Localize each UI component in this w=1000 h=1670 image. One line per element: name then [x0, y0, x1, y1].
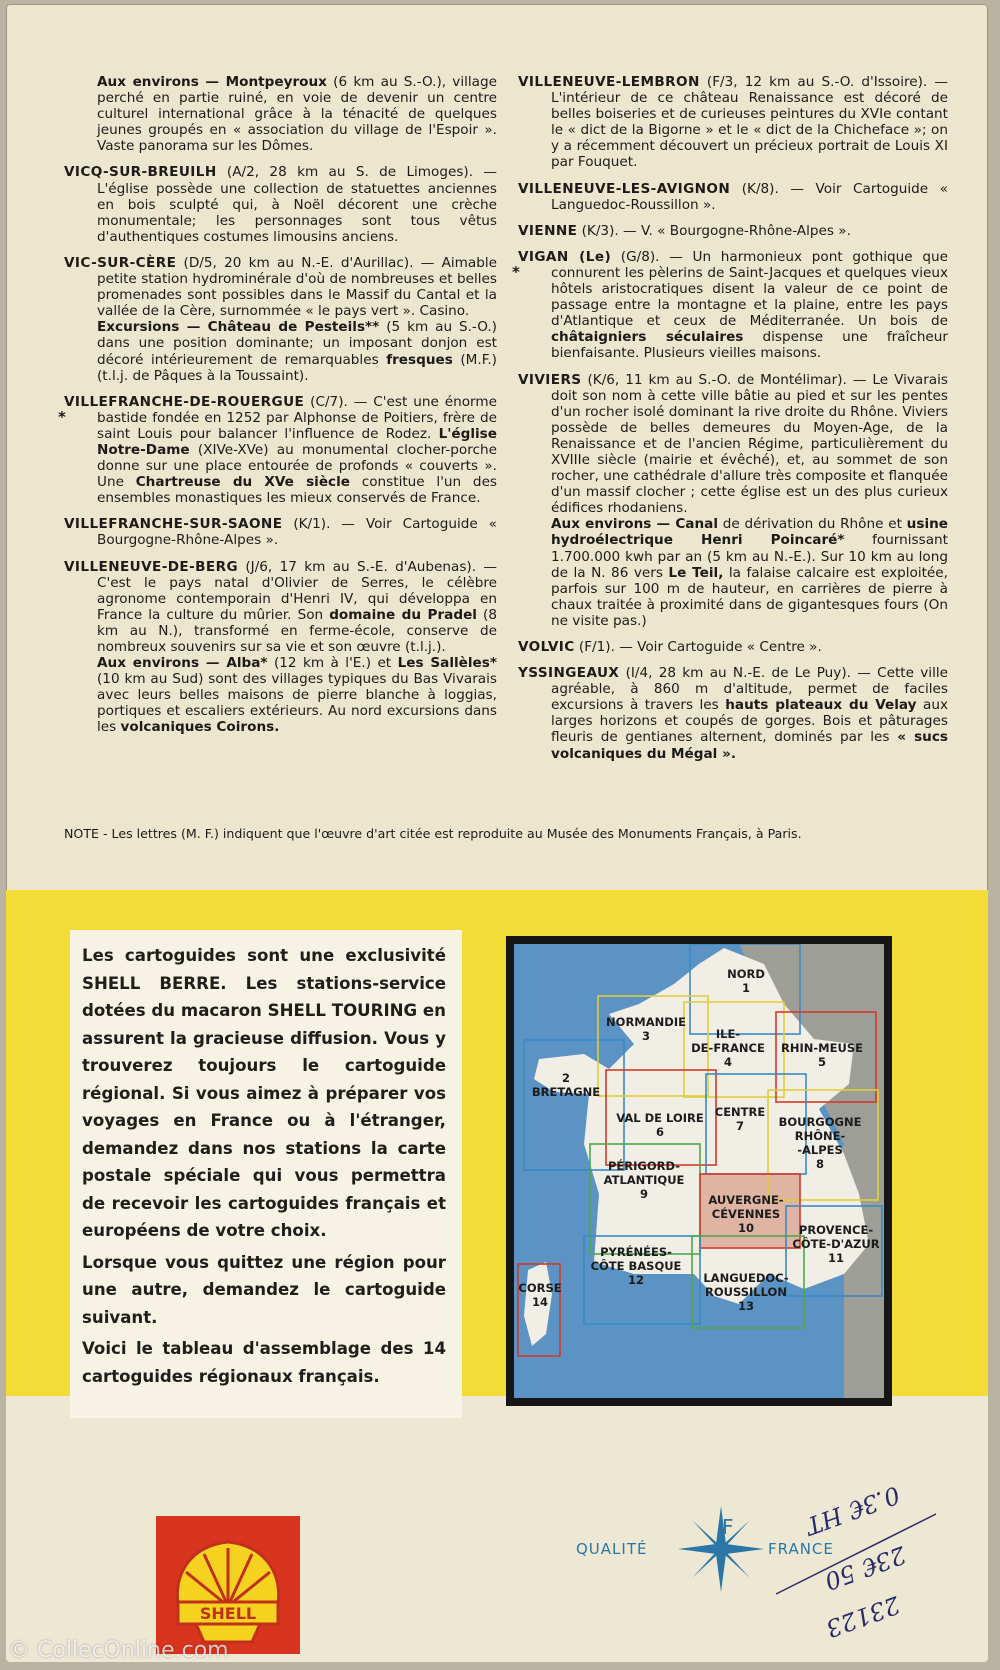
- entry-viviers: [518, 372, 948, 630]
- qualite-label: QUALITÉ: [576, 1540, 648, 1558]
- entry-text: (10 km au Sud) sont des villages typiques du Bas Vivarais avec leurs belles maisons de pierre blanche à loggias, portiques et escaliers extérieurs. Au nord excursions dans les: [97, 671, 497, 736]
- entry-text: (6 km au S.-O.), village perché en partie ruiné, en voie de devenir un centre culturel international grâce à la ténacité de quelques jeunes groupés en « association du village de l'Espoir ». Vaste panorama sur les Dômes.: [97, 74, 497, 155]
- entry-paragraph: [518, 181, 948, 213]
- promo-paragraph-1: Les cartoguides sont une exclusivité SHELL BERRE. Les stations-service dotées du macaron SHELL TOURING en assurent la gracieuse diffusion. Vous y trouverez toujours le cartoguide régional. Si vous aimez à préparer vos voyages en France ou à l'étranger, demandez dans nos stations la carte postale spéciale qui vous permettra de recevoir les cartoguides français et européens de votre choix.: [82, 946, 446, 1240]
- entry-text: (F/3, 12 km au S.-O. d'Issoire). — L'intérieur de ce château Renaissance est décoré de belles boiseries et de curieuses peintures du XVIe contant le « dict de la Bigorne » et le « dict de la Chicheface »; on y a récemment découvert un précieux portrait de Louis XI par Fouquet.: [551, 74, 948, 171]
- entry-vigan: [512, 248, 948, 362]
- entry-text: Excursions — Château de Pesteils**: [97, 319, 380, 336]
- star-marker: *: [512, 262, 520, 281]
- entry-paragraph: [518, 639, 948, 655]
- shell-pecten-icon: [156, 1516, 300, 1654]
- label-loire: VAL DE LOIRE: [616, 1111, 704, 1125]
- france-map-svg: [514, 944, 884, 1398]
- entry-text: (K/1). — Voir Cartoguide « Bourgogne-Rhône-Alpes ».: [97, 516, 497, 549]
- label-nord: NORD: [727, 967, 765, 981]
- entry-text: (G/8). — Un harmonieux pont gothique que connurent les pèlerins de Saint-Jacques et quelques vieux hôtels aristocratiques disent la valeur de ce point de passage entre la montagne et la plaine, entre les pays d'Atlantique et ceux de Méditerranée. Un bois de: [551, 248, 948, 330]
- entry-text: L'église Notre-Dame: [97, 425, 497, 458]
- france-label: FRANCE: [768, 1540, 834, 1558]
- entry-paragraph: [64, 516, 497, 548]
- entry-text: (C/7). — C'est une énorme bastide fondée en 1252 par Alphonse de Poitiers, frère de saint Louis pour balancer l'influence de Rodez.: [97, 393, 497, 442]
- label-languedoc-1: LANGUEDOC-: [703, 1271, 789, 1285]
- entry-text: dispense une fraîcheur bienfaisante. Plusieurs vieilles maisons.: [551, 329, 948, 362]
- entry-villeneuve-berg: [64, 559, 497, 736]
- promo-paragraph-3: Voici le tableau d'assemblage des 14 cartoguides régionaux français.: [82, 1339, 446, 1386]
- entry-heading: VILLEFRANCHE-DE-ROUERGUE: [64, 393, 305, 410]
- label-bourgogne-3: -ALPES: [797, 1143, 843, 1157]
- num-normandie: 3: [641, 1029, 651, 1043]
- entry-villefranche-rouergue: [58, 393, 498, 507]
- entry-text: Le Teil,: [668, 564, 724, 581]
- entry-paragraph: [64, 559, 497, 656]
- entry-paragraph: [64, 164, 497, 244]
- entry-villeneuve-lembron: [518, 74, 948, 171]
- handwritten-price-notes: [746, 1474, 946, 1644]
- entry-heading: VILLEFRANCHE-SUR-SAONE: [64, 516, 283, 533]
- entry-heading: VILLENEUVE-LES-AVIGNON: [518, 180, 731, 197]
- entry-vicq: [64, 164, 497, 244]
- entry-text: (12 km à l'E.) et: [267, 655, 398, 672]
- label-perigord-1: PÉRIGORD-: [607, 1159, 681, 1173]
- svg-text:F: F: [722, 1515, 734, 1539]
- label-corse: CORSE: [518, 1281, 562, 1295]
- num-corse: 14: [531, 1295, 549, 1309]
- footnote: NOTE - Les lettres (M. F.) indiquent que l'œuvre d'art citée est reproduite au Musée des Monuments Français, à Paris.: [64, 826, 802, 841]
- entry-text: châtaigniers séculaires: [551, 329, 744, 346]
- entry-heading: VILLENEUVE-LEMBRON: [518, 74, 700, 90]
- entry-paragraph: [518, 665, 948, 762]
- num-bretagne: 2: [561, 1071, 571, 1085]
- entry-yssingeaux: [518, 665, 948, 762]
- entry-text: (K/3). — V. « Bourgogne-Rhône-Alpes ».: [577, 222, 851, 239]
- left-text-column: [58, 74, 498, 746]
- entry-text: (K/8). — Voir Cartoguide « Languedoc-Roussillon ».: [551, 180, 948, 213]
- entry-heading: VIGAN (Le): [518, 248, 612, 265]
- entry-villefranche-saone: [64, 516, 497, 548]
- entry-volvic: [518, 639, 948, 655]
- label-auvergne-1: AUVERGNE-: [708, 1193, 784, 1207]
- entry-vic-sur-cere: [64, 255, 497, 384]
- num-rhin: 5: [817, 1055, 827, 1069]
- right-text-column: [512, 74, 948, 772]
- label-provence-1: PROVENCE-: [798, 1223, 874, 1237]
- entry-text: Les Sallèles*: [397, 655, 497, 672]
- label-provence-2: CÔTE-D'AZUR: [792, 1237, 880, 1251]
- entry-heading: VIC-SUR-CÈRE: [64, 254, 177, 271]
- entry-heading: YSSINGEAUX: [518, 665, 620, 682]
- shell-logo-text: SHELL: [199, 1604, 257, 1623]
- entry-paragraph: [64, 394, 497, 507]
- num-perigord: 9: [639, 1187, 649, 1201]
- watermark: © CollecOnline.com: [8, 1638, 229, 1662]
- entry-text: aux larges horizons et coupés de gorges. Bois et pâturages fleuris de gentianes alternent, dominés par les: [551, 697, 948, 746]
- entry-text: (A/2, 28 km au S. de Limoges). — L'église possède une collection de statuettes anciennes en bois sculpté qui, à Noël décorent une crèche monumentale; les personnages sont tous vêtus d'authentiques costumes limousins anciens.: [97, 164, 497, 245]
- entry-text: volcaniques Coirons.: [120, 719, 280, 736]
- shell-logo: [156, 1516, 300, 1654]
- label-normandie: NORMANDIE: [606, 1015, 686, 1029]
- entry-heading: VIVIERS: [518, 371, 582, 388]
- entry-text: (XIVe-XVe) au monumental clocher-porche donne sur une place entourée de profonds « couverts ». Une: [97, 441, 497, 491]
- num-bourgogne: 8: [815, 1157, 825, 1171]
- entry-paragraph: [64, 255, 497, 319]
- entry-text: fournissant 1.700.000 kwh par an (5 km au N.-E.). Sur 10 km au long de la N. 86 vers: [551, 532, 948, 581]
- leaflet-back-page: [6, 4, 988, 1662]
- promo-paragraph-2: Lorsque vous quittez une région pour une autre, demandez le cartoguide suivant.: [82, 1252, 446, 1327]
- num-nord: 1: [741, 981, 751, 995]
- entry-text: hauts plateaux du Velay: [725, 697, 917, 714]
- label-rhin: RHIN-MEUSE: [781, 1041, 863, 1055]
- entry-text: (I/4, 28 km au N.-E. de Le Puy). — Cette ville agréable, à 860 m d'altitude, permet de faciles excursions à travers les: [551, 665, 948, 714]
- handwriting-line-1: 0.3€ HT: [801, 1480, 904, 1541]
- entry-villeneuve-avignon: [518, 181, 948, 213]
- entry-text: (J/6, 17 km au S.-E. d'Aubenas). — C'est le pays natal d'Olivier de Serres, le célèbre agronome contemporain d'Henri IV, qui développa en France la culture du mûrier. Son: [97, 558, 497, 623]
- num-loire: 6: [655, 1125, 665, 1139]
- handwriting-line-2: 23€ 50: [821, 1540, 910, 1596]
- num-languedoc: 13: [737, 1299, 755, 1313]
- entry-paragraph: [518, 516, 948, 629]
- assembly-map: [506, 936, 892, 1406]
- entry-text: usine hydroélectrique Henri Poincaré*: [551, 516, 948, 549]
- label-bretagne: BRETAGNE: [531, 1085, 601, 1099]
- entry-heading: VICQ-SUR-BREUILH: [64, 164, 217, 181]
- label-idf-1: ILE-: [715, 1027, 741, 1041]
- entry-text: domaine du Pradel: [329, 606, 477, 623]
- entry-paragraph: [64, 74, 497, 154]
- label-idf-2: DE-FRANCE: [691, 1041, 765, 1055]
- label-centre: CENTRE: [714, 1105, 766, 1119]
- handwriting-line-3: 23123: [822, 1590, 904, 1643]
- label-bourgogne-1: BOURGOGNE: [778, 1115, 862, 1129]
- entry-heading: VIENNE: [518, 222, 578, 239]
- label-pyrenees-1: PYRÉNÉES-: [600, 1245, 672, 1259]
- entry-text: Aux environs — Montpeyroux: [97, 74, 327, 90]
- entry-text: constitue l'un des ensembles monastiques les mieux conservés de France.: [97, 474, 498, 507]
- entry-paragraph: [518, 223, 948, 239]
- entry-text: « sucs volcaniques du Mégal ».: [551, 729, 948, 762]
- entry-text: Aux environs — Canal: [551, 516, 718, 533]
- label-bourgogne-2: RHÔNE-: [794, 1129, 846, 1143]
- entry-heading: VOLVIC: [518, 639, 575, 655]
- entry-text: de dérivation du Rhône et: [718, 516, 907, 533]
- entry-paragraph: [64, 655, 497, 735]
- num-centre: 7: [735, 1119, 745, 1133]
- label-perigord-2: ATLANTIQUE: [603, 1173, 685, 1187]
- entry-heading: VILLENEUVE-DE-BERG: [64, 558, 239, 575]
- num-auvergne: 10: [737, 1221, 755, 1235]
- num-provence: 11: [827, 1251, 845, 1265]
- entry-text: Aux environs — Alba*: [97, 655, 268, 672]
- star-marker: *: [58, 407, 66, 426]
- entry-text: la falaise calcaire est exploitée, parfois sur 100 m de hauteur, en carrières de pierre à chaux traitée à proximité dans de gigantesques fours (On ne visite pas.): [551, 564, 948, 629]
- entry-paragraph: [64, 319, 497, 383]
- promo-text: [82, 942, 446, 1394]
- entry-montpeyroux: [64, 74, 497, 154]
- entry-text: (K/6, 11 km au S.-O. de Montélimar). — Le Vivarais doit son nom à cette ville bâtie au pied et sur les pentes d'un rocher isolé dominant la rive droite du Rhône. Viviers possède de belles demeures du Moyen-Age, de la Renaissance et de l'ancien Régime, particulièrement du XVIIIe siècle (mairie et évêché), et, au sommet de son rocher, une cathédrale d'allure très composite et flanquée d'un massif clocher ; cette église est un des plus curieux édifices rhodaniens.: [551, 371, 948, 517]
- entry-text: fresques: [386, 351, 453, 368]
- label-pyrenees-2: CÔTE BASQUE: [590, 1259, 682, 1273]
- entry-text: (D/5, 20 km au N.-E. d'Aurillac). — Aimable petite station hydrominérale d'où de nombreuses et belles promenades sont possibles dans le Massif du Cantal et la vallée de la Cère, surnommée « le pays vert ». Casino.: [97, 254, 497, 320]
- entry-paragraph: [518, 249, 948, 362]
- entry-paragraph: [518, 74, 948, 171]
- label-languedoc-2: ROUSSILLON: [705, 1285, 787, 1299]
- entry-text: (F/1). — Voir Cartoguide « Centre ».: [574, 639, 822, 655]
- label-auvergne-2: CÉVENNES: [711, 1207, 781, 1221]
- entry-paragraph: [518, 372, 948, 517]
- entry-vienne: [518, 223, 948, 239]
- entry-text: (5 km au S.-O.) dans une position dominante; un imposant donjon est décoré intérieurement de remarquables: [97, 319, 497, 368]
- num-idf: 4: [723, 1055, 733, 1069]
- entry-text: (M.F.) (t.l.j. de Pâques à la Toussaint).: [97, 351, 497, 384]
- num-pyrenees: 12: [627, 1273, 645, 1287]
- entry-text: Chartreuse du XVe siècle: [135, 474, 350, 491]
- entry-text: (8 km au N.), transformé en ferme-école, conserve de nombreux souvenirs sur sa vie et son œuvre (t.l.j.).: [97, 606, 497, 655]
